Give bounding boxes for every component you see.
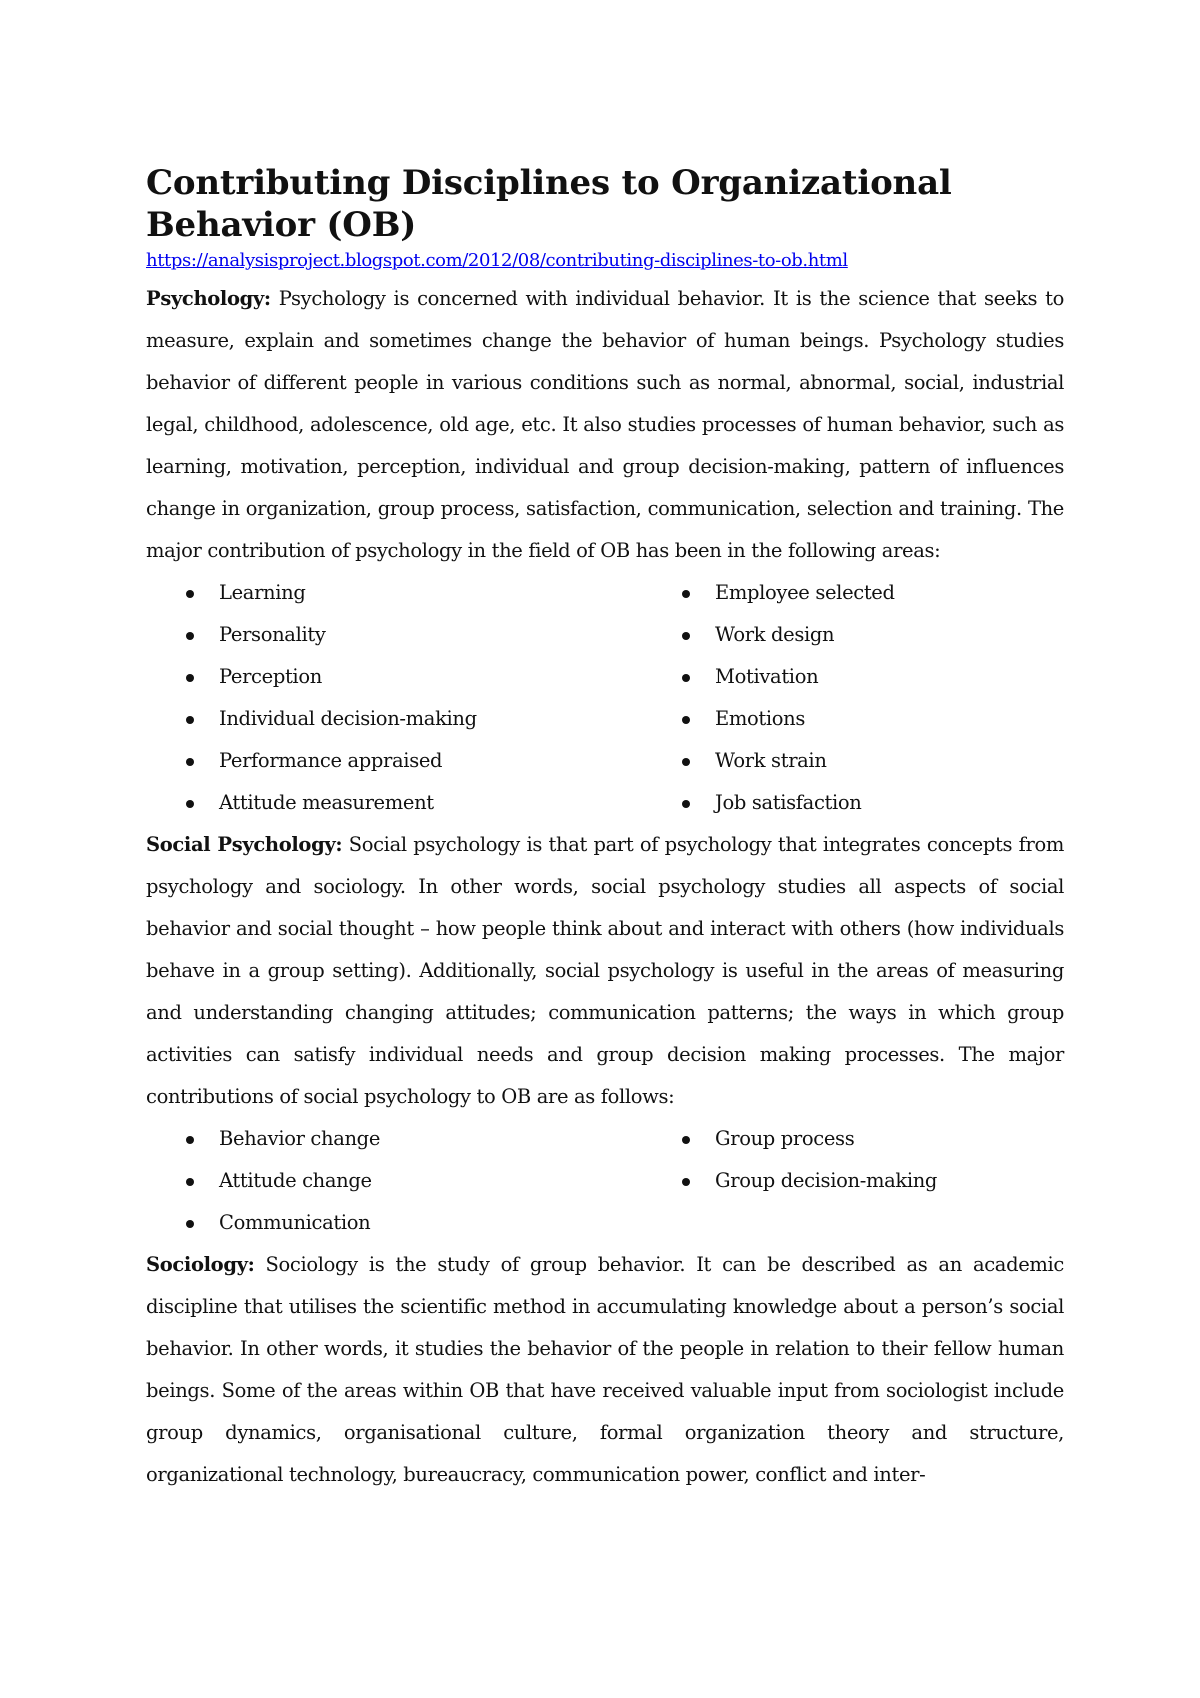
list-item-label: Performance appraised — [219, 749, 443, 772]
document-body — [146, 162, 1064, 1496]
bullet-icon — [186, 674, 194, 682]
list-item-label: Work design — [715, 623, 835, 646]
list-item-label: Work strain — [715, 749, 827, 772]
social-psychology-paragraph — [146, 824, 1064, 1118]
list-item-label: Perception — [219, 665, 322, 688]
list-item — [146, 572, 642, 614]
social-psychology-text: Social psychology is that part of psychology that integrates concepts from psychology and sociology. In other words, social psychology studies all aspects of social behavior and social thought – how people think about and interact with others (how individuals behave in a group setting). Additionally, social psychology is useful in the areas of measuring and understanding changing attitudes; communication patterns; the ways in which group activities can satisfy individual needs and group decision making processes. The major contributions of social psychology to OB are as follows: — [146, 833, 1064, 1108]
bullet-icon — [186, 590, 194, 598]
list-item-label: Motivation — [715, 665, 819, 688]
list-item — [146, 1160, 642, 1202]
psychology-heading: Psychology: — [146, 287, 271, 310]
source-link[interactable]: https://analysisproject.blogspot.com/2012/08/contributing-disciplines-to-ob.html — [146, 250, 848, 271]
list-item-label: Group process — [715, 1127, 855, 1150]
list-item — [642, 572, 1062, 614]
bullet-icon — [186, 716, 194, 724]
bullet-icon — [186, 758, 194, 766]
list-item — [642, 740, 1062, 782]
list-item-label: Personality — [219, 623, 326, 646]
list-item — [146, 782, 642, 824]
list-item-label: Learning — [219, 581, 306, 604]
bullet-icon — [682, 716, 690, 724]
page-title: Contributing Disciplines to Organizational Behavior (OB) — [146, 163, 952, 245]
list-item-label: Emotions — [715, 707, 806, 730]
list-item — [146, 1118, 642, 1160]
list-item-label: Behavior change — [219, 1127, 381, 1150]
list-item-label: Attitude change — [219, 1169, 372, 1192]
list-item — [146, 656, 642, 698]
list-item — [146, 740, 642, 782]
list-item-label: Attitude measurement — [219, 791, 434, 814]
sociology-paragraph — [146, 1244, 1064, 1496]
list-item — [642, 1160, 1062, 1202]
list-item — [642, 782, 1062, 824]
list-item — [642, 656, 1062, 698]
list-item — [642, 698, 1062, 740]
psychology-list — [146, 572, 1064, 824]
bullet-icon — [682, 1136, 690, 1144]
bullet-icon — [682, 758, 690, 766]
list-item — [642, 614, 1062, 656]
list-item — [146, 698, 642, 740]
sociology-heading: Sociology: — [146, 1253, 255, 1276]
bullet-icon — [682, 674, 690, 682]
social-psychology-heading: Social Psychology: — [146, 833, 343, 856]
list-item-label: Employee selected — [715, 581, 895, 604]
bullet-icon — [682, 632, 690, 640]
bullet-icon — [186, 632, 194, 640]
sociology-text: Sociology is the study of group behavior. It can be described as an academic discipline that utilises the scientific method in accumulating knowledge about a person’s social behavior. In other words, it studies the behavior of the people in relation to their fellow human beings. Some of the areas within OB that have received valuable input from sociologist include group dynamics, organisational culture, formal organization theory and structure, organizational technology, bureaucracy, communication power, conflict and inter- — [146, 1253, 1064, 1486]
list-item — [146, 1202, 642, 1244]
bullet-icon — [186, 1136, 194, 1144]
bullet-icon — [682, 590, 690, 598]
bullet-icon — [186, 1178, 194, 1186]
psychology-text: Psychology is concerned with individual behavior. It is the science that seeks to measure, explain and sometimes change the behavior of human beings. Psychology studies behavior of different people in various conditions such as normal, abnormal, social, industrial legal, childhood, adolescence, old age, etc. It also studies processes of human behavior, such as learning, motivation, perception, individual and group decision-making, pattern of influences change in organization, group process, satisfaction, communication, selection and training. The major contribution of psychology in the field of OB has been in the following areas: — [146, 287, 1064, 562]
bullet-icon — [682, 1178, 690, 1186]
bullet-icon — [186, 800, 194, 808]
list-item-label: Job satisfaction — [715, 791, 862, 814]
list-item-label: Individual decision-making — [219, 707, 477, 730]
list-item — [146, 614, 642, 656]
list-item — [642, 1118, 1062, 1160]
bullet-icon — [186, 1220, 194, 1228]
list-item-label: Group decision-making — [715, 1169, 938, 1192]
bullet-icon — [682, 800, 690, 808]
list-item-label: Communication — [219, 1211, 371, 1234]
social-psychology-list — [146, 1118, 1064, 1244]
psychology-paragraph — [146, 278, 1064, 572]
